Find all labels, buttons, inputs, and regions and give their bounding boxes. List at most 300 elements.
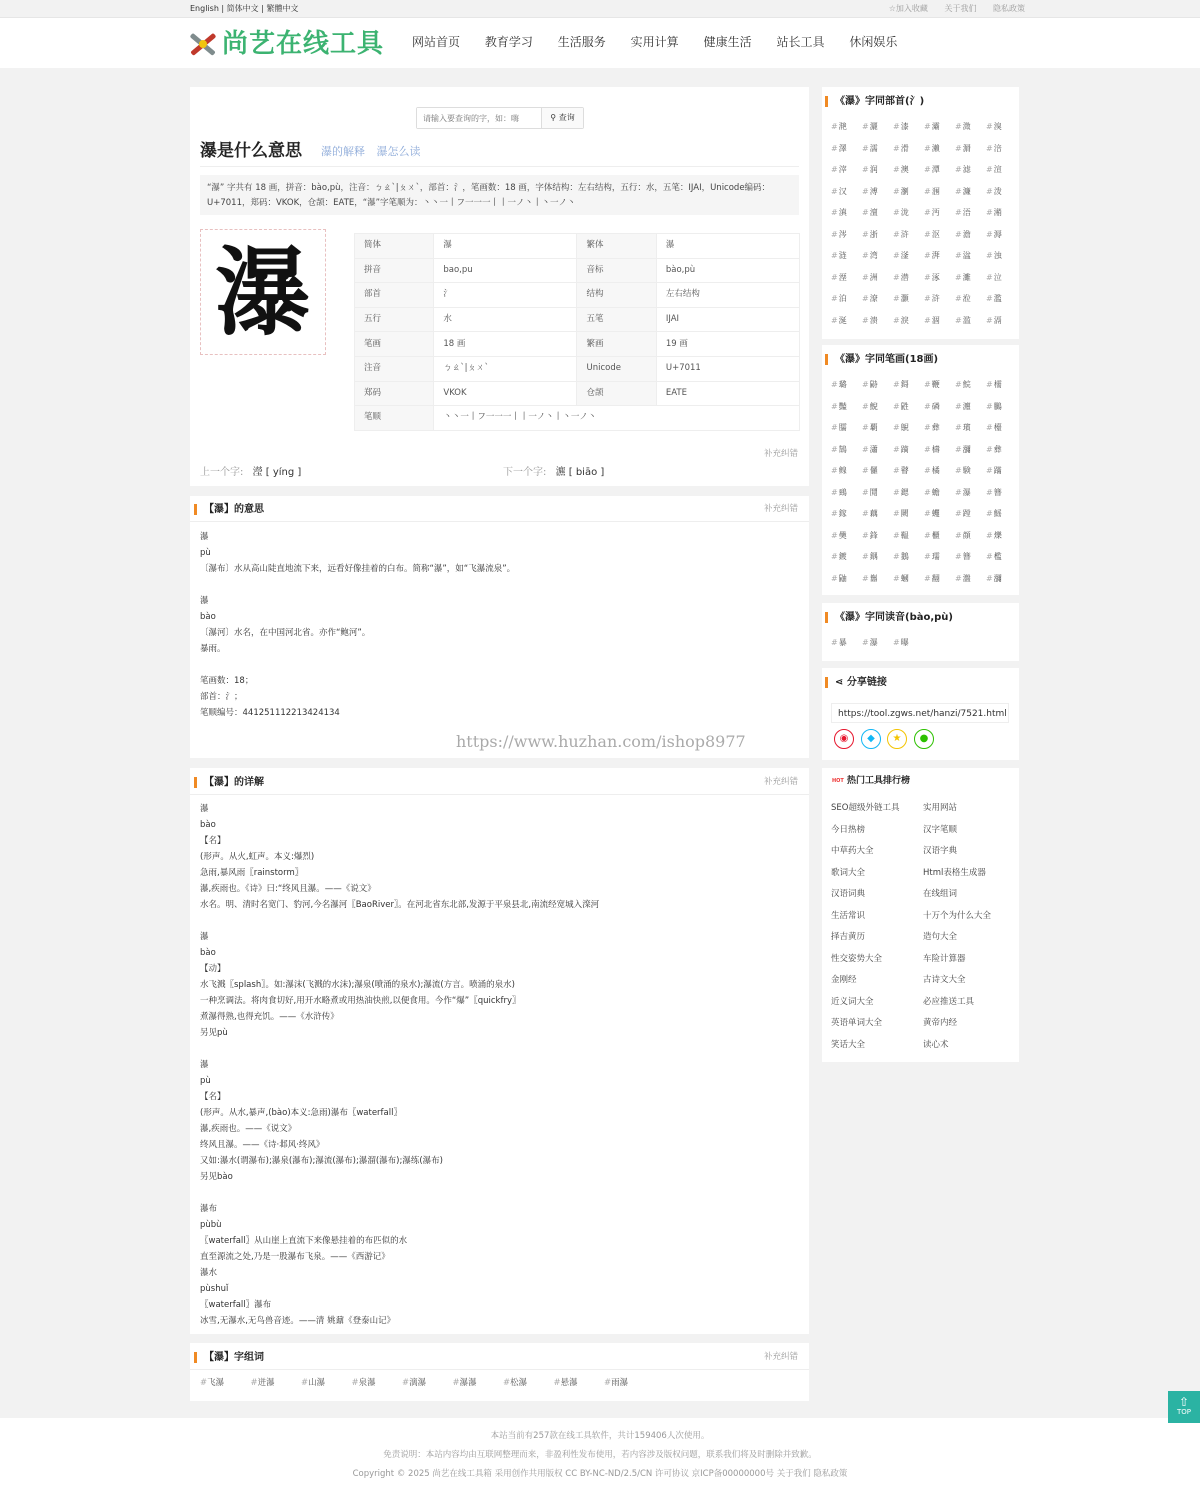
hot-badge: HOT [832,778,844,784]
char-tag[interactable]: # 鯇 [955,380,986,390]
hot-tool-link[interactable]: 古诗文大全 [923,975,966,985]
content-line: 另见bào [200,1172,233,1182]
pronounce-link[interactable]: 瀑怎么读 [376,145,421,158]
char-tag[interactable]: # 闕 [893,509,924,519]
char-tag[interactable]: # 滥 [955,316,986,326]
grid-row [831,466,1017,488]
char-tag[interactable]: # 湓 [955,251,986,261]
char-tag[interactable]: # 潦 [862,294,893,304]
char-tag[interactable]: # 鬩 [862,488,893,498]
watermark: https://www.huzhan.com/ishop8977 [456,732,746,751]
char-tag[interactable]: # 璸 [955,423,986,433]
site-header [0,18,1200,68]
property-value: 左右结构 [656,283,799,308]
site-footer [0,1418,1200,1487]
char-tag[interactable]: # 潲 [986,208,1017,218]
content-line: pùshuǐ [200,1284,229,1294]
char-tag[interactable]: # 奰 [831,531,862,541]
prev-char[interactable] [200,466,301,479]
hot-row [831,825,1011,847]
char-tag[interactable]: # 瀟 [862,445,893,455]
grid-row [831,144,1017,166]
weibo-icon[interactable]: ◉ [834,729,854,749]
nav-health[interactable]: 健康生活 [703,35,752,49]
char-tag[interactable]: # 櫃 [924,531,955,541]
content-line: 瀑水 [200,1268,218,1278]
char-tag[interactable]: # 鋒 [862,531,893,541]
char-tag[interactable]: # 滓 [831,165,862,175]
property-row [355,356,800,381]
char-tag[interactable]: # 檻 [986,552,1017,562]
char-tag[interactable]: # 涎 [831,316,862,326]
char-tag[interactable]: # 渲 [986,165,1017,175]
property-value: EATE [656,381,799,406]
char-tag[interactable]: # 瀍 [955,402,986,412]
word-tag[interactable]: # 悬瀑 [554,1378,605,1389]
word-tag[interactable]: # 飞瀑 [200,1378,251,1389]
nav-calc[interactable]: 实用计算 [630,35,679,49]
content-line: 又如:瀑水(谓瀑布);瀑泉(瀑布);瀑流(瀑布);瀑溜(瀑布);瀑练(瀑布) [200,1156,443,1166]
content-line: 水名。明、清时名宽门、豹河,今名瀑河〖BaoRiver〗。在河北省东北部,发源于平泉县北,南流经宽城入滦河 [200,900,600,910]
char-tag[interactable]: # 鵝 [893,552,924,562]
char-tag[interactable]: # 蟾 [924,488,955,498]
char-tag[interactable]: # 鍍 [831,552,862,562]
same-radical-grid [831,122,1017,337]
char-tag[interactable]: # 磷 [924,402,955,412]
char-tag[interactable]: # 潭 [924,165,955,175]
property-row [355,332,800,357]
arrow-up-icon: ⇧ [1178,1395,1190,1409]
content-line: 冰雪,无瀑水,无鸟兽音迹。——清 姚鼐《登泰山记》 [200,1316,396,1326]
content-line: 瀑 [200,1060,209,1070]
nav-webmaster[interactable]: 站长工具 [776,35,825,49]
property-value: 丶丶一丨フ一一一丨丨一ノ丶丨丶一ノ丶 [434,406,800,431]
grid-row [831,638,924,660]
same-stroke-title: 《瀑》字同笔画(18画) [825,353,938,366]
char-tag[interactable]: # 沤 [924,230,955,240]
char-tag[interactable]: # 湃 [924,251,955,261]
share-url[interactable]: https://tool.zgws.net/hanzi/7521.html [831,703,1009,723]
grid-row [831,552,1017,574]
share-title-text: 分享链接 [846,677,887,688]
grid-row [831,380,1017,402]
char-tag[interactable]: # 瞽 [893,466,924,476]
property-row [355,234,800,259]
content-line: 急雨,暴风雨〖rainstorm〗 [200,868,304,878]
detail-content [200,801,599,1329]
hot-tool-link[interactable]: 汉字笔顺 [923,824,958,835]
char-tag[interactable]: # 翻 [924,574,955,584]
char-tag[interactable]: # 涪 [986,144,1017,154]
char-tag[interactable]: # 滤 [955,165,986,175]
char-tag[interactable]: # 淚 [893,316,924,326]
property-key: 五行 [355,307,434,332]
char-tag[interactable]: # 鞰 [893,531,924,541]
about-link[interactable]: 关于我们 [944,4,977,13]
detail-fix-link[interactable]: 补充纠错 [764,777,799,787]
grid-row [831,574,1017,596]
char-tag[interactable]: # 顔 [955,531,986,541]
explain-link[interactable]: 瀑的解释 [321,145,365,158]
char-tag[interactable]: # 鎵 [831,509,862,519]
word-tag[interactable]: # 泉瀑 [352,1378,403,1389]
char-tag[interactable]: # 澶 [862,208,893,218]
top-links [875,4,1025,14]
char-tag[interactable]: # 彝 [986,445,1017,455]
word-tag[interactable]: # 松瀑 [503,1378,554,1389]
hot-tool-link[interactable]: 必应推送工具 [923,996,975,1007]
char-tag[interactable]: # 橘 [924,466,955,476]
content-line: 瀑 [200,532,209,542]
char-tag[interactable]: # 灞 [924,122,955,132]
divider [190,794,809,795]
char-tag[interactable]: # 瀰 [986,574,1017,584]
char-tag[interactable]: # 澹 [955,230,986,240]
title-sub-links [321,145,429,159]
same-stroke-grid [831,380,1017,595]
char-tag[interactable]: # 儸 [862,466,893,476]
char-tag[interactable]: # 灝 [893,294,924,304]
site-logo[interactable] [184,26,394,62]
char-tag[interactable]: # 濂 [955,187,986,197]
char-tag[interactable]: # 暴 [831,638,862,648]
char-tag[interactable]: # 璐 [831,380,862,390]
char-tag[interactable]: # 湾 [862,251,893,261]
char-tag[interactable]: # 涿 [924,273,955,283]
char-tag[interactable]: # 沔 [924,208,955,218]
char-tag[interactable]: # 涟 [831,251,862,261]
char-tag[interactable]: # 曝 [893,638,924,648]
char-tag[interactable]: # 浙 [862,230,893,240]
char-tag[interactable]: # 鼬 [831,574,862,584]
char-tag[interactable]: # 鍶 [893,488,924,498]
meaning-fix-link[interactable]: 补充纠错 [764,504,799,514]
content-line: 【名】 [200,836,226,846]
hot-row [831,803,1011,825]
hot-tool-link[interactable]: 近义词大全 [831,996,874,1007]
char-tag[interactable]: # 滟 [831,122,862,132]
content-line: bào [200,820,216,830]
char-tag[interactable]: # 覇 [862,423,893,433]
char-tag[interactable]: # 溽 [986,230,1017,240]
wechat-icon[interactable]: ● [914,729,934,749]
totop-label: TOP [1176,1408,1191,1416]
content-line: 另见pù [200,1028,228,1038]
char-tag[interactable]: # 鵩 [986,402,1017,412]
hot-row [831,997,1011,1019]
property-row [355,283,800,308]
hot-tool-link[interactable]: 生活常识 [831,910,866,921]
content-line: 〔瀑河〕水名，在中国河北省。亦作“鲍河”。 [200,628,371,638]
char-tag[interactable]: # 泊 [831,294,862,304]
char-tag[interactable]: # 浯 [955,208,986,218]
char-tag[interactable]: # 溴 [986,122,1017,132]
footer-disclaimer: 免责说明：本站内容均由互联网整理而来，非盈利性发布使用，若内容涉及版权问题，联系我们将及时删除并致歉。 [383,1450,817,1460]
prev-value: 瀅 [ yíng ] [252,467,302,478]
char-tag[interactable]: # 蹣 [986,466,1017,476]
property-row [355,406,800,431]
grid-row [831,445,1017,467]
char-tag[interactable]: # 鰩 [986,509,1017,519]
grid-row [831,273,1017,295]
hot-tool-link[interactable]: 黄帝内经 [923,1018,958,1028]
hot-tool-link[interactable]: 汉语词典 [831,889,866,899]
words-title: 【瀑】字组词 [194,1351,264,1364]
content-line: 笔顺编号：441251112213424134 [200,708,340,718]
hot-tool-link[interactable]: 中草药大全 [831,846,874,856]
char-tag[interactable]: # 滇 [831,208,862,218]
search-box [416,107,584,129]
share-icon: ⋖ [835,677,844,688]
property-table [354,233,800,431]
property-value: U+7011 [656,356,799,381]
nav-home[interactable]: 网站首页 [412,35,461,49]
content-line: 【动】 [200,964,226,974]
back-to-top-button[interactable] [1168,1391,1200,1423]
hot-tool-link[interactable]: 笑话大全 [831,1039,866,1050]
content-line: 部首：氵； [200,692,243,702]
char-tag[interactable]: # 汉 [831,187,862,197]
char-tag[interactable]: # 爍 [986,531,1017,541]
same-reading-title: 《瀑》字同读音(bào,pù) [825,611,953,624]
char-tag[interactable]: # 浒 [893,230,924,240]
char-tag[interactable]: # 滑 [893,144,924,154]
add-favorite-link[interactable]: ☆加入收藏 [888,4,928,13]
char-tag[interactable]: # 瀏 [893,187,924,197]
char-tag[interactable]: # 浒 [924,294,955,304]
hot-tool-link[interactable]: 造句大全 [923,932,958,942]
char-tag[interactable]: # 泼 [986,187,1017,197]
char-tag[interactable]: # 簪 [955,552,986,562]
word-tag[interactable]: # 雨瀑 [604,1378,655,1389]
char-tag[interactable]: # 漘 [955,144,986,154]
tools-icon [184,26,222,62]
grid-row [831,423,1017,445]
grid-row [831,165,1017,187]
char-tag[interactable]: # 臑 [831,423,862,433]
hot-tool-link[interactable]: SEO超级外链工具 [831,803,900,813]
word-tag[interactable]: # 迸瀑 [251,1378,302,1389]
hot-tool-link[interactable]: 读心术 [923,1039,949,1050]
logo-text: 尚艺在线工具 [222,29,385,59]
property-key: 笔顺 [355,406,434,431]
hot-tool-link[interactable]: 在线组词 [923,889,958,899]
char-tag[interactable]: # 鶃 [893,423,924,433]
hot-tool-link[interactable]: 性交姿势大全 [831,953,883,964]
grid-row [831,531,1017,553]
content-line: bào [200,948,216,958]
property-value: 19 画 [656,332,799,357]
char-tag[interactable]: # 験 [955,466,986,476]
char-intro: “瀑” 字共有 18 画，拼音：bào,pù，注音：ㄅㄠˋ|ㄆㄨˋ，部首：氵，笔画数：18 画，字体结构：左右结构，五行：水，五笔：IJAI，Unicode编码：U+7011，郑码：VKOK，仓颉：EATE，“瀑”字笔顺为：丶丶一丨フ一一一丨丨一ノ丶丨丶一ノ丶 [200,175,799,215]
property-key: 简体 [355,234,434,259]
hot-tool-link[interactable]: 英语单词大全 [831,1018,883,1028]
search-input[interactable] [417,108,541,128]
char-tag[interactable]: # 檮 [924,445,955,455]
content-line: 暴雨。 [200,644,226,654]
char-tag[interactable]: # 澳 [893,165,924,175]
property-value: bao,pu [434,258,577,283]
char-tag[interactable]: # 鞭 [924,380,955,390]
property-key: 繁体 [577,234,656,259]
char-tag[interactable]: # 瓀 [924,552,955,562]
content-line: 瀑 [200,804,209,814]
content-line: pùbù [200,1220,222,1230]
char-tag[interactable]: # 溦 [955,122,986,132]
property-value: 18 画 [434,332,577,357]
detail-title: 【瀑】的详解 [194,776,264,789]
char-tag[interactable]: # 鯢 [862,402,893,412]
char-tag[interactable]: # 雟 [862,574,893,584]
language-links[interactable]: English | 简体中文 | 繁體中文 [190,4,299,13]
char-tag[interactable]: # 簪 [986,488,1017,498]
char-tag[interactable]: # 潜 [893,273,924,283]
nav-life[interactable]: 生活服务 [557,35,606,49]
content-line [200,577,515,593]
nav-education[interactable]: 教育学习 [484,35,533,49]
char-tag[interactable]: # 瀰 [955,445,986,455]
property-row [355,307,800,332]
content-line: 瀑,疾雨也。——《说文》 [200,1124,297,1134]
char-tag[interactable]: # 蟈 [893,574,924,584]
char-tag[interactable]: # 涸 [924,316,955,326]
words-list [200,1378,655,1389]
content-line: 〖waterfall〗从山崖上直流下来像悬挂着的布匹似的水 [200,1236,408,1246]
grid-row [831,208,1017,230]
content-line: 〖waterfall〗瀑布 [200,1300,272,1310]
hot-row [831,1018,1011,1040]
content-line: 瀑,疾雨也。《诗》曰:“终风且瀑。——《说文》 [200,884,376,894]
char-tag[interactable]: # 濫 [986,294,1017,304]
content-line: 瀑布 [200,1204,218,1214]
hot-tools-list [831,803,1011,1061]
content-line: (形声。从水,暴声,(bào)本义:急雨)瀑布〖waterfall〗 [200,1108,402,1118]
search-button-label: 查询 [558,113,575,122]
search-button[interactable] [541,108,583,128]
char-tag[interactable]: # 蹢 [893,445,924,455]
property-value: ㄅㄠˋ|ㄆㄨˋ [434,356,577,381]
fix-link[interactable]: 补充纠错 [764,449,799,459]
content-line: (形声。从火,虹声。本义:爆烈) [200,852,315,862]
content-line: bào [200,612,216,622]
char-tag[interactable]: # 鼪 [893,402,924,412]
char-tag[interactable]: # 溼 [831,273,862,283]
property-value: IJAI [656,307,799,332]
char-tag[interactable]: # 瀊 [955,574,986,584]
property-key: 注音 [355,356,434,381]
hot-tool-link[interactable]: 歌词大全 [831,867,866,878]
qzone-icon[interactable]: ★ [887,729,907,749]
char-tag[interactable]: # 濉 [955,273,986,283]
same-radical-title: 《瀑》字同部首(氵) [825,95,924,108]
hot-tool-link[interactable]: 实用网站 [923,803,958,813]
char-tag[interactable]: # 豔 [831,402,862,412]
char-tag[interactable]: # 鵠 [831,445,862,455]
property-value: 瀑 [434,234,577,259]
grid-row [831,230,1017,252]
char-tag[interactable]: # 涠 [924,187,955,197]
char-tag[interactable]: # 漆 [893,122,924,132]
char-tag[interactable]: # 灑 [862,122,893,132]
char-tag[interactable]: # 澤 [831,144,862,154]
grid-row [831,509,1017,531]
char-tag[interactable]: # 鳈 [831,466,862,476]
char-tag[interactable]: # 泣 [986,273,1017,283]
char-tag[interactable]: # 润 [862,165,893,175]
content-line: 瀑 [200,596,209,606]
share-title [825,676,887,689]
hot-row [831,954,1011,976]
next-char[interactable] [503,466,604,479]
char-tag[interactable]: # 濡 [862,144,893,154]
char-tag[interactable]: # 浊 [986,251,1017,261]
char-tag[interactable]: # 檯 [986,423,1017,433]
property-key: 部首 [355,283,434,308]
content-line: 水飞溅〖splash〗。如:瀑沫(飞溅的水沫);瀑泉(喷涌的泉水);瀑流(方言。喷涌的泉水) [200,980,515,990]
char-tag[interactable]: # 蠼 [924,509,955,519]
property-value: 水 [434,307,577,332]
char-tag[interactable]: # 瀑 [955,488,986,498]
word-tag[interactable]: # 山瀑 [301,1378,352,1389]
char-tag[interactable]: # 彝 [924,423,955,433]
grid-row [831,122,1017,144]
nav-entertainment[interactable]: 休闲娱乐 [849,35,898,49]
property-key: 笔画 [355,332,434,357]
hot-tool-link[interactable]: Html表格生成器 [923,867,986,878]
char-tag[interactable]: # 藕 [862,509,893,519]
char-tag[interactable]: # 瀨 [924,144,955,154]
char-tag[interactable]: # 鍝 [862,552,893,562]
char-tag[interactable]: # 鵐 [831,488,862,498]
privacy-link[interactable]: 隐私政策 [993,4,1025,13]
content-line: 直至源流之处,乃是一股瀑布飞泉。——《西游记》 [200,1252,390,1262]
hot-tool-link[interactable]: 汉语字典 [923,846,958,856]
content-line [200,1185,599,1201]
content-line: 终风且瀑。——《诗·邶风·终风》 [200,1140,325,1150]
main-nav [412,35,919,51]
qq-icon[interactable]: ◆ [861,729,881,749]
words-fix-link[interactable]: 补充纠错 [764,1352,799,1362]
word-tag[interactable]: # 瀑瀑 [453,1378,504,1389]
hot-tool-link[interactable]: 十万个为什么大全 [923,910,992,921]
char-tag[interactable]: # 瀑 [862,638,893,648]
word-tag[interactable]: # 漓瀑 [402,1378,453,1389]
char-tag[interactable]: # 滏 [893,251,924,261]
char-tag[interactable]: # 檽 [986,380,1017,390]
hot-row [831,846,1011,868]
char-tag[interactable]: # 溥 [862,187,893,197]
grid-row [831,402,1017,424]
hot-tool-link[interactable]: 今日热榜 [831,824,866,835]
grid-row [831,251,1017,273]
hot-tool-link[interactable]: 车险计算器 [923,953,966,964]
char-tag[interactable]: # 鎶 [893,380,924,390]
char-tag[interactable]: # 涔 [831,230,862,240]
words-card [190,1343,809,1401]
char-tag[interactable]: # 泷 [893,208,924,218]
char-tag[interactable]: # 蹚 [955,509,986,519]
hot-tool-link[interactable]: 金刚经 [831,975,857,985]
char-tag[interactable]: # 滆 [986,316,1017,326]
char-tag[interactable]: # 涖 [955,294,986,304]
char-tag[interactable]: # 鼭 [862,380,893,390]
char-tag[interactable]: # 溃 [862,316,893,326]
char-tag[interactable]: # 洲 [862,273,893,283]
content-line [200,1041,599,1057]
footer-stats: 本站当前有257款在线工具软件，共计159406人次使用。 [490,1431,710,1441]
footer-copyright: Copyright © 2025 尚艺在线工具箱 采用创作共用版权 CC BY-NC-ND/2.5/CN 许可协议 京ICP备00000000号 关于我们 隐私政策 [352,1469,848,1479]
hot-tool-link[interactable]: 择吉黄历 [831,932,866,942]
